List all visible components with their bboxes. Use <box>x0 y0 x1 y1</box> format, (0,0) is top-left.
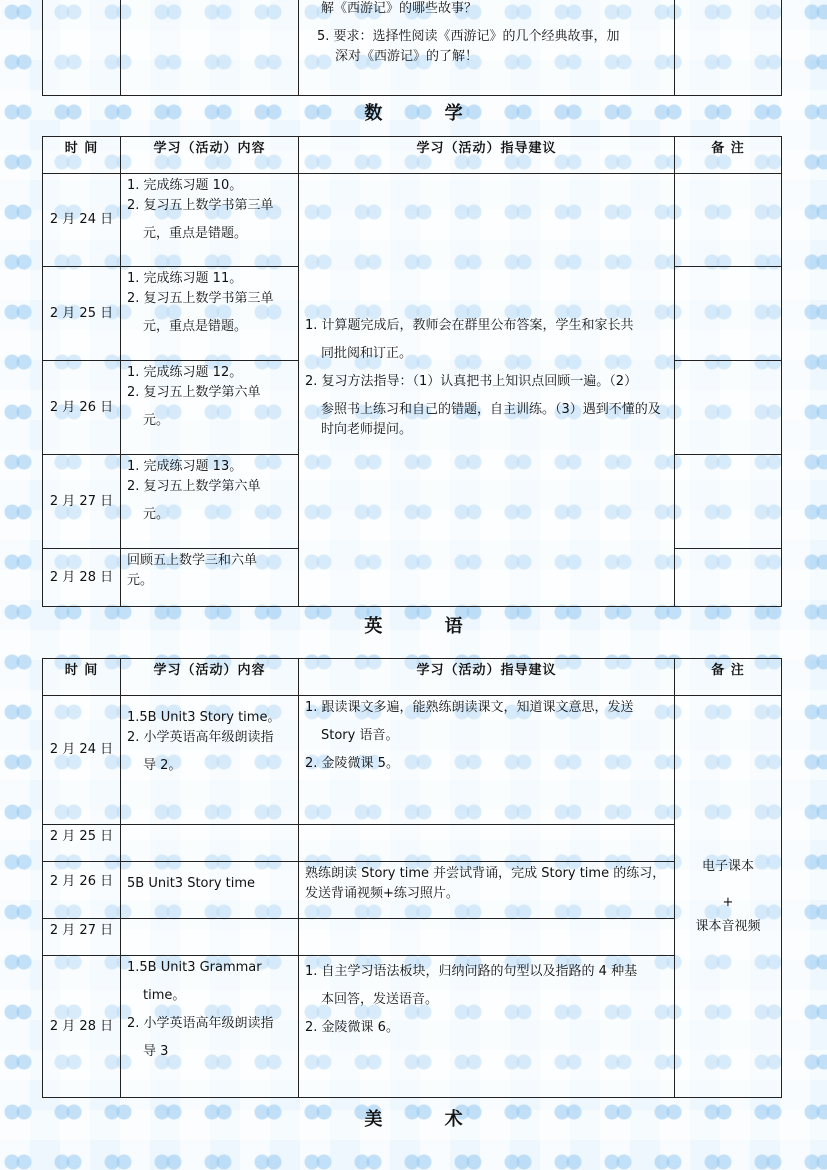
note-cell <box>675 361 782 455</box>
date-cell: 2 月 25 日 <box>43 267 121 361</box>
date-cell: 2 月 24 日 <box>43 174 121 267</box>
note-cell <box>675 455 782 549</box>
cell-empty <box>675 0 782 96</box>
note-line: + <box>722 894 734 910</box>
advice-line: 解《西游记》的哪些故事？ <box>321 1 478 16</box>
content-line: 2. 复习五上数学第六单 <box>127 385 261 400</box>
content-line: 元。 <box>127 573 154 588</box>
note-cell <box>675 696 782 1098</box>
english-table <box>42 658 782 1098</box>
header-content: 学习（活动）内容 <box>121 659 299 696</box>
table-row <box>43 919 782 956</box>
content-cell <box>121 696 299 825</box>
note-cell <box>675 267 782 361</box>
content-line: 元，重点是错题。 <box>143 319 248 334</box>
math-table <box>42 136 782 607</box>
advice-cell <box>299 956 675 1098</box>
date-cell: 2 月 24 日 <box>43 696 121 825</box>
advice-cell <box>299 862 675 919</box>
note-line: 电子课本 <box>701 858 754 874</box>
content-line: 5B Unit3 Story time <box>127 876 256 891</box>
date-cell: 2 月 28 日 <box>43 549 121 607</box>
header-time: 时 间 <box>43 137 121 174</box>
advice-line: 熟练朗读 Story time 并尝试背诵，完成 Story time 的练习，发送背诵视频+练习照片。 <box>305 866 666 901</box>
header-advice: 学习（活动）指导建议 <box>299 659 675 696</box>
advice-line: 参照书上练习和自己的错题，自主训练。（3）遇到不懂的及时向老师提问。 <box>321 402 661 437</box>
advice-cell <box>299 696 675 825</box>
table-row <box>43 862 782 919</box>
content-line: 2. 复习五上数学书第三单 <box>127 291 274 306</box>
content-cell <box>121 862 299 919</box>
content-cell <box>121 174 299 267</box>
date-cell: 2 月 28 日 <box>43 956 121 1098</box>
content-line: 元。 <box>143 413 170 428</box>
advice-line: 本回答，发送语音。 <box>321 992 439 1007</box>
content-line: 导 2。 <box>143 758 182 773</box>
content-line: 元，重点是错题。 <box>143 226 248 241</box>
header-time: 时 间 <box>43 659 121 696</box>
date-cell: 2 月 27 日 <box>43 455 121 549</box>
content-line: 1. 完成练习题 11。 <box>127 271 243 286</box>
content-line: 2. 小学英语高年级朗读指 <box>127 1016 274 1031</box>
content-line: 回顾五上数学三和六单 <box>127 553 258 568</box>
advice-line: 5. 要求：选择性阅读《西游记》的几个经典故事，加 <box>317 29 620 44</box>
chinese-table-continuation <box>42 0 782 96</box>
content-cell <box>121 361 299 455</box>
content-line: 1. 完成练习题 13。 <box>127 459 243 474</box>
advice-line: 2. 复习方法指导：（1）认真把书上知识点回顾一遍。（2） <box>305 374 638 389</box>
content-line: 1. 完成练习题 10。 <box>127 178 243 193</box>
advice-line: 1. 跟读课文多遍，能熟练朗读课文，知道课文意思，发送 <box>305 700 634 715</box>
advice-cell <box>299 174 675 607</box>
table-row <box>43 174 782 267</box>
advice-cell <box>299 919 675 956</box>
note-cell <box>675 549 782 607</box>
date-cell: 2 月 27 日 <box>43 919 121 956</box>
table-row <box>43 696 782 825</box>
content-cell <box>121 455 299 549</box>
date-cell: 2 月 26 日 <box>43 361 121 455</box>
table-row <box>43 825 782 862</box>
content-cell <box>121 267 299 361</box>
english-section-title: 英 语 <box>364 616 491 637</box>
advice-cell <box>299 825 675 862</box>
content-line: 2. 复习五上数学第六单 <box>127 479 261 494</box>
content-line: 1.5B Unit3 Story time。2. 小学英语高年级朗读指 <box>127 710 281 745</box>
header-note: 备 注 <box>675 659 782 696</box>
content-line: 1.5B Unit3 Grammar <box>127 960 262 975</box>
advice-line: 同批阅和订正。 <box>321 346 413 361</box>
date-cell: 2 月 25 日 <box>43 825 121 862</box>
content-cell <box>121 549 299 607</box>
note-cell <box>675 174 782 267</box>
header-content: 学习（活动）内容 <box>121 137 299 174</box>
note-line: 课本音视频 <box>695 918 761 934</box>
advice-line: 2. 金陵微课 6。 <box>305 1020 399 1035</box>
content-cell <box>121 956 299 1098</box>
advice-line: 深对《西游记》的了解！ <box>335 49 479 64</box>
advice-line: 1. 自主学习语法板块，归纳问路的句型以及指路的 4 种基 <box>305 964 638 979</box>
content-line: time。 <box>143 988 186 1003</box>
header-note: 备 注 <box>675 137 782 174</box>
content-cell <box>121 825 299 862</box>
content-cell <box>121 919 299 956</box>
math-section-title: 数 学 <box>364 103 491 124</box>
advice-cell <box>299 0 675 96</box>
header-advice: 学习（活动）指导建议 <box>299 137 675 174</box>
cell-empty <box>121 0 299 96</box>
date-cell: 2 月 26 日 <box>43 862 121 919</box>
content-line: 1. 完成练习题 12。 <box>127 365 243 380</box>
advice-line: 1. 计算题完成后，教师会在群里公布答案，学生和家长共 <box>305 318 634 333</box>
content-line: 导 3 <box>143 1044 169 1059</box>
content-line: 2. 复习五上数学书第三单 <box>127 198 274 213</box>
table-row <box>43 956 782 1098</box>
content-line: 元。 <box>143 507 170 522</box>
advice-line: 2. 金陵微课 5。 <box>305 756 399 771</box>
advice-line: Story 语音。 <box>321 728 399 743</box>
cell-empty <box>43 0 121 96</box>
art-section-title: 美 术 <box>364 1109 491 1130</box>
